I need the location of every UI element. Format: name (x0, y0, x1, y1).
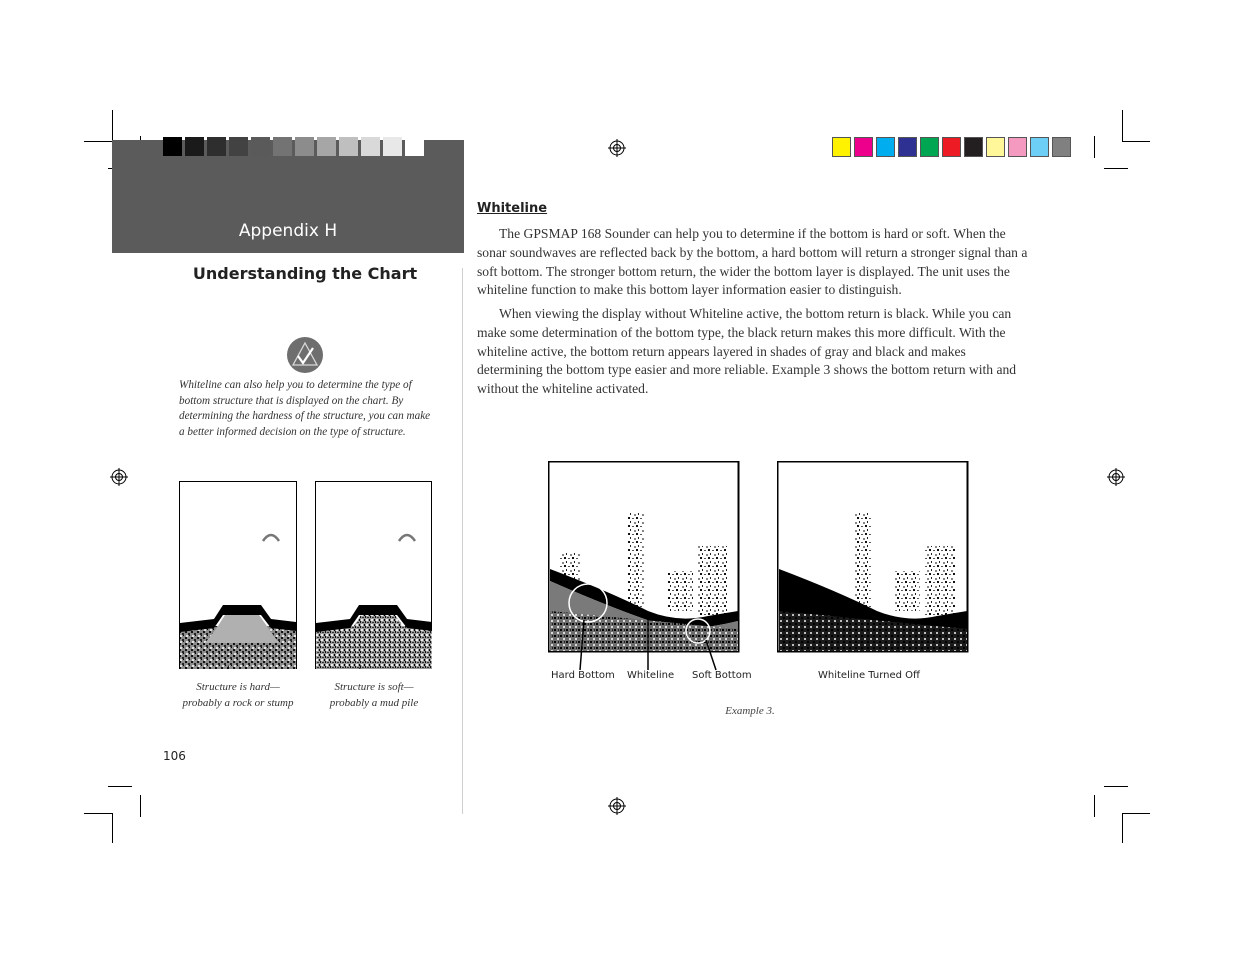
color-swatch (964, 137, 983, 157)
sonar-hard-structure-figure (179, 481, 297, 669)
color-swatch (898, 137, 917, 157)
color-swatch (339, 137, 358, 156)
section-title: Understanding the Chart (192, 264, 418, 283)
color-swatch (251, 137, 270, 156)
crop-mark (1122, 141, 1150, 142)
paragraph-text: The GPSMAP 168 Sounder can help you to determine if the bottom is hard or soft. When the sonar soundwaves are reflected back by the bottom, a hard bottom will return a stronger signal than a soft bottom. The stronger bottom return, the wider the bottom layer is displayed. The unit uses the whiteline function to make this bottom layer information easier to distinguish. (477, 226, 1028, 298)
color-swatch (1008, 137, 1027, 157)
page-number: 106 (163, 749, 186, 763)
crop-mark (84, 141, 113, 142)
color-swatch (854, 137, 873, 157)
paragraph-text: When viewing the display without Whiteline active, the bottom return is black. While you can make some determination of the bottom type, the black return makes this more difficult. With the whiteline active, the bottom return appears layered in shades of gray and black and makes determining the bottom type easier and more reliable. Example 3 shows the bottom return with and without the whiteline activated. (477, 306, 1017, 397)
color-swatch (1030, 137, 1049, 157)
label-pointer-lines (548, 600, 740, 680)
gray-swatch-strip (163, 137, 427, 156)
figure-caption-soft (308, 679, 440, 711)
color-swatch (876, 137, 895, 157)
crop-mark (1094, 795, 1095, 817)
crop-mark (1104, 168, 1128, 169)
color-swatch (942, 137, 961, 157)
color-swatch-strip (832, 137, 1074, 157)
sonar-soft-structure-figure (315, 481, 433, 669)
color-swatch (383, 137, 402, 156)
figure-caption-hard (172, 679, 304, 711)
caption-line: probably a rock or stump (182, 697, 294, 709)
color-swatch (986, 137, 1005, 157)
crop-mark (1104, 786, 1128, 787)
crop-mark (140, 795, 141, 817)
appendix-title: Appendix H (238, 221, 338, 241)
color-swatch (361, 137, 380, 156)
caption-line: Structure is soft— (334, 681, 414, 693)
color-swatch (295, 137, 314, 156)
body-paragraph-2 (477, 305, 1029, 399)
label-hard-bottom: Hard Bottom (551, 670, 615, 681)
checkmark-note-icon (286, 336, 324, 374)
label-whiteline: Whiteline (627, 670, 675, 681)
column-divider (462, 268, 463, 814)
caption-line: probably a mud pile (329, 697, 419, 709)
crop-mark (1122, 110, 1123, 142)
color-swatch (920, 137, 939, 157)
body-paragraph-1 (477, 225, 1029, 300)
color-swatch (185, 137, 204, 156)
crop-mark (1122, 813, 1150, 814)
caption-line: Structure is hard— (196, 681, 280, 693)
registration-target-icon (608, 797, 626, 815)
color-swatch (832, 137, 851, 157)
registration-target-icon (110, 468, 128, 486)
crop-mark (1122, 813, 1123, 843)
color-swatch (273, 137, 292, 156)
label-soft-bottom: Soft Bottom (692, 670, 752, 681)
registration-target-icon (608, 139, 626, 157)
color-swatch (229, 137, 248, 156)
sonar-whiteline-off-figure (777, 461, 969, 653)
color-swatch (405, 137, 424, 156)
crop-mark (84, 813, 113, 814)
color-swatch (207, 137, 226, 156)
section-heading: Whiteline (477, 201, 548, 216)
crop-mark (112, 813, 113, 843)
crop-mark (1094, 136, 1095, 158)
label-whiteline-off: Whiteline Turned Off (818, 670, 920, 681)
note-text: Whiteline can also help you to determine the type of bottom structure that is displayed on the chart. By determining the hardness of the structure, you can make a better informed decision on the type of structure. (179, 379, 431, 439)
crop-mark (108, 786, 132, 787)
color-swatch (317, 137, 336, 156)
registration-target-icon (1107, 468, 1125, 486)
color-swatch (163, 137, 182, 156)
example-caption: Example 3. (725, 705, 775, 717)
color-swatch (1052, 137, 1071, 157)
crop-mark (112, 110, 113, 142)
